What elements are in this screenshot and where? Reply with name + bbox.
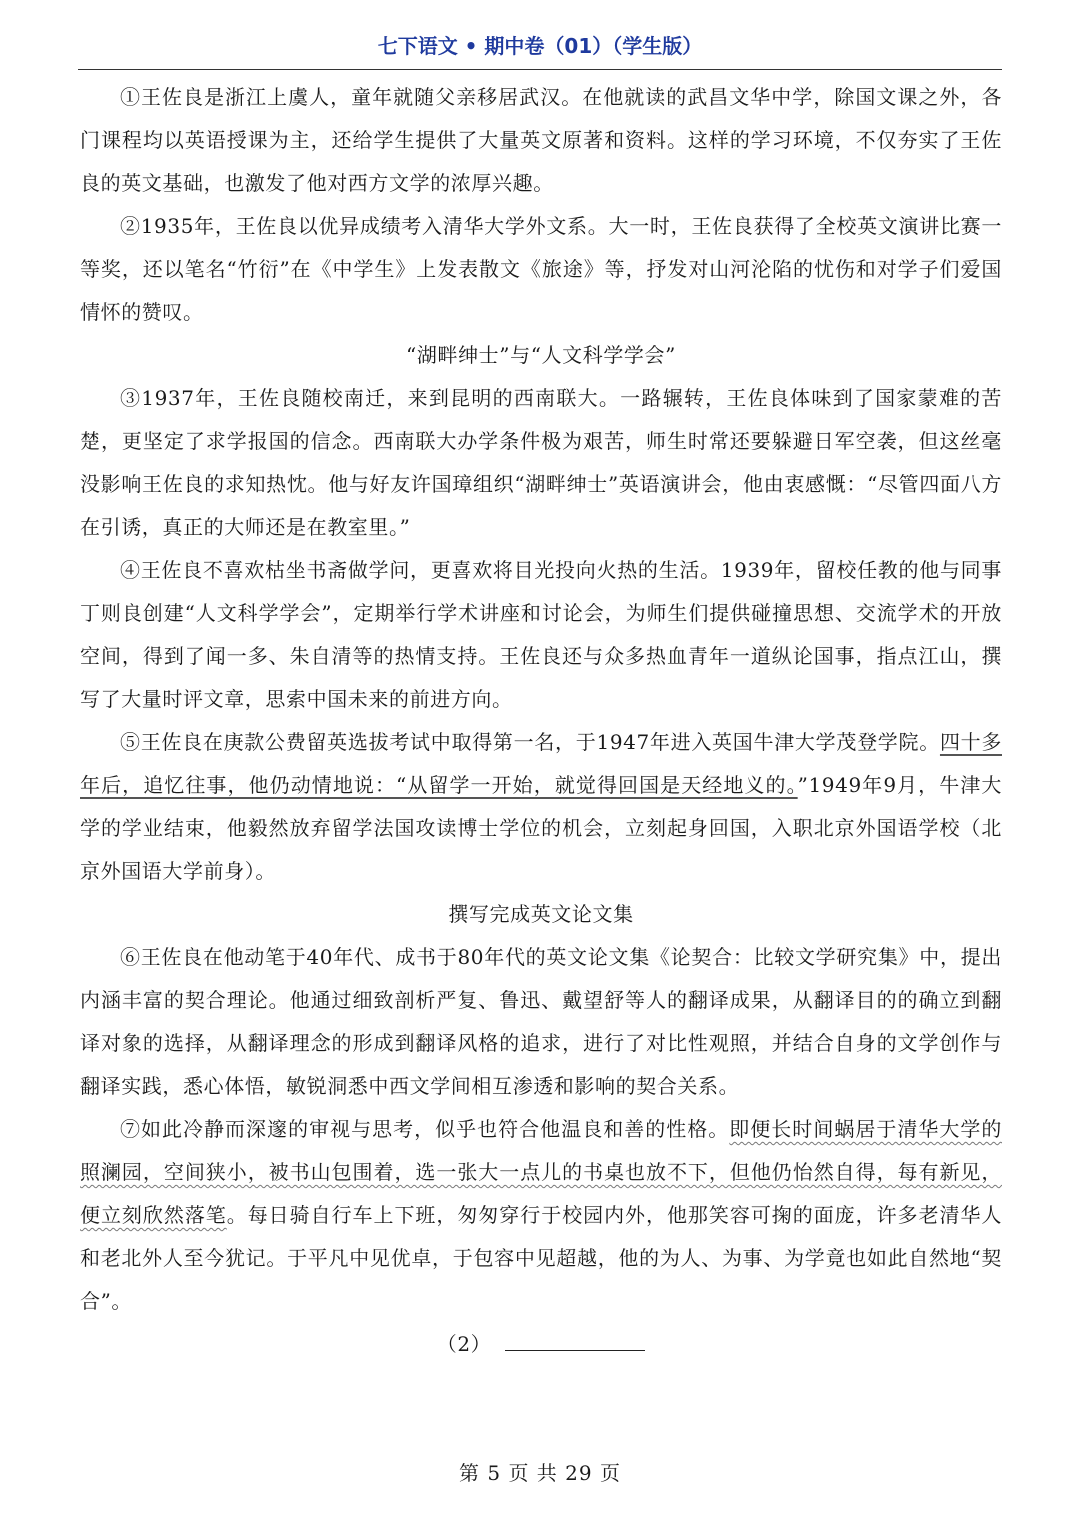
paragraph-6: ⑥王佐良在他动笔于40年代、成书于80年代的英文论文集《论契合：比较文学研究集》中，提出内涵丰富的契合理论。他通过细致剖析严复、鲁迅、戴望舒等人的翻译成果，从翻译目的的确立到翻译对象的选择，从翻译理念的形成到翻译风格的追求，进行了对比性观照，并结合自身的文学创作与翻译实践，悉心体悟，敏锐洞悉中西文学间相互渗透和影响的契合关系。 (80, 945, 1002, 1098)
section-heading-1: “湖畔绅士”与“人文科学学会” (406, 343, 676, 367)
paragraph-2: ②1935年，王佐良以优异成绩考入清华大学外文系。大一时，王佐良获得了全校英文演讲比赛一等奖，还以笔名“竹衍”在《中学生》上发表散文《旅途》等，抒发对山河沦陷的忧伤和对学子们爱国情怀的赞叹。 (80, 214, 1002, 324)
paragraph-3: ③1937年，王佐良随校南迁，来到昆明的西南联大。一路辗转，王佐良体味到了国家蒙难的苦楚，更坚定了求学报国的信念。西南联大办学条件极为艰苦，师生时常还要躲避日军空袭，但这丝毫没影响王佐良的求知热忱。他与好友许国璋组织“湖畔绅士”英语演讲会，他由衷感慨：“尽管四面八方在引诱，真正的大师还是在教室里。” (80, 386, 1002, 539)
section-heading-2: 撰写完成英文论文集 (448, 902, 634, 926)
paragraph-5-text: ⑤王佐良在庚款公费留英选拔考试中取得第一名，于1947年进入英国牛津大学茂登学院。 (120, 730, 940, 754)
question-label: （2） (436, 1332, 492, 1356)
article-body (80, 76, 1002, 1366)
page-header-title: 七下语文 • 期中卷（01）（学生版） (377, 34, 703, 58)
underlined-sentence: 四十多年后，追忆往事，他仍动情地说：“从留学一开始，就觉得回国是天经地义的。 (80, 730, 1002, 797)
paragraph-7 (80, 1108, 1002, 1323)
question-2-answer (80, 1323, 1002, 1366)
paragraph-1: ①王佐良是浙江上虞人，童年就随父亲移居武汉。在他就读的武昌文华中学，除国文课之外，各门课程均以英语授课为主，还给学生提供了大量英文原著和资料。这样的学习环境，不仅夯实了王佐良的英文基础，也激发了他对西方文学的浓厚兴趣。 (80, 85, 1002, 195)
paragraph-5-rest: ”1949年9月，牛津大学的学业结束，他毅然放弃留学法国攻读博士学位的机会，立刻起身回国，入职北京外国语学校（北京外国语大学前身）。 (80, 773, 1002, 883)
header-divider (78, 69, 1002, 70)
paragraph-7-text: ⑦如此冷静而深邃的审视与思考，似乎也符合他温良和善的性格。 (120, 1117, 730, 1141)
paragraph-5 (80, 721, 1002, 893)
page-footer: 第 5 页 共 29 页 (459, 1461, 621, 1485)
paragraph-7-rest: 。每日骑自行车上下班，匆匆穿行于校园内外，他那笑容可掬的面庞，许多老清华人和老北外人至今犹记。于平凡中见优卓，于包容中见超越，他的为人、为事、为学竟也如此自然地“契合”。 (80, 1203, 1003, 1313)
wavy-underlined-sentence: 即便长时间蜗居于清华大学的照澜园，空间狭小，被书山包围着，选一张大一点儿的书桌也放不下，但他仍怡然自得，每有新见，便立刻欣然落笔 (80, 1117, 1002, 1227)
answer-blank[interactable] (505, 1326, 645, 1351)
paragraph-4: ④王佐良不喜欢枯坐书斋做学问，更喜欢将目光投向火热的生活。1939年，留校任教的他与同事丁则良创建“人文科学学会”，定期举行学术讲座和讨论会，为师生们提供碰撞思想、交流学术的开放空间，得到了闻一多、朱自清等的热情支持。王佐良还与众多热血青年一道纵论国事，指点江山，撰写了大量时评文章，思索中国未来的前进方向。 (80, 558, 1002, 711)
